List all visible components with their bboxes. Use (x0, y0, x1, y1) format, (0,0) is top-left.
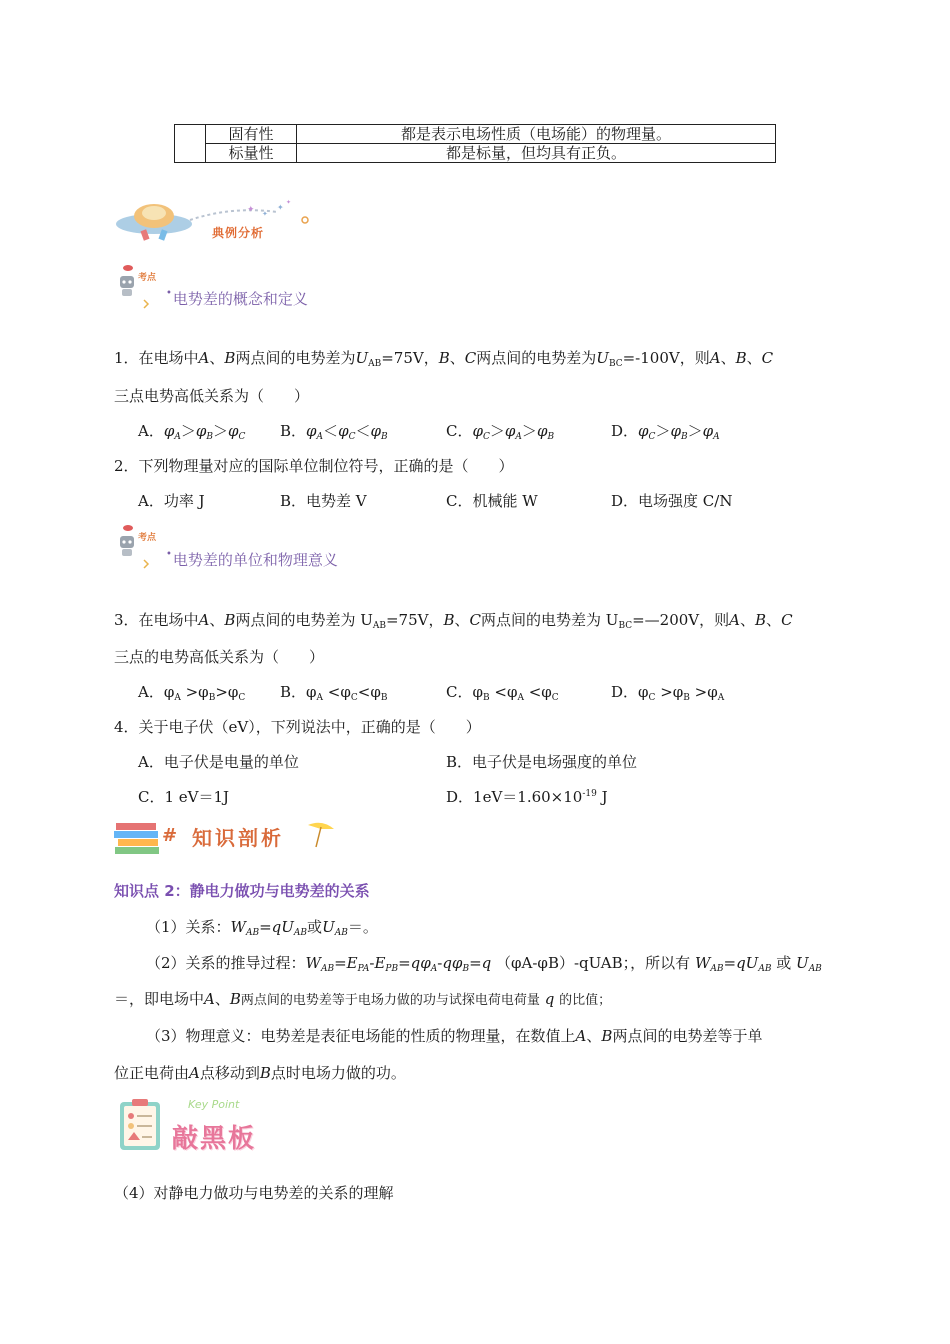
q2-option-b[interactable]: B．电势差 V (280, 492, 367, 510)
svg-text:考点: 考点 (138, 533, 157, 543)
row-text: 都是表示电场性质（电场能）的物理量。 (297, 125, 776, 144)
table-row (175, 125, 776, 144)
topic-title: •电势差的概念和定义 (166, 288, 308, 308)
question-3-line-1: 3．在电场中A、B两点间的电势差为 $U_{AB}=75V$，B、C两点间的电势差为 $U_{BC}=—200V$，则A、B、C (114, 611, 793, 631)
question-2: 2．下列物理量对应的国际单位制位符号，正确的是（ ） (114, 457, 514, 475)
paragraph-4: （4）对静电力做功与电势差的关系的理解 (114, 1184, 394, 1202)
row-label: 固有性 (206, 125, 297, 144)
table-blank-cell (175, 125, 206, 163)
q1-option-d[interactable]: D．$\varphi_C>\varphi_B>\varphi_A$ (611, 422, 720, 442)
svg-text:✦: ✦ (247, 205, 255, 215)
svg-text:✦: ✦ (262, 210, 268, 218)
q4-option-b[interactable]: B．电子伏是电场强度的单位 (446, 753, 638, 771)
banner-title: 典例分析 (212, 226, 265, 240)
banner-title: 敲黑板 (172, 1124, 257, 1154)
question-1-line-2: 三点电势高低关系为（ ） (114, 387, 310, 405)
q3-option-d[interactable]: D．$\varphi_C >\varphi_B >\varphi_A$ (611, 683, 725, 703)
banner-subtitle: Key Point (188, 1098, 240, 1111)
paragraph-3: （3）物理意义：电势差是表征电场能的性质的物理量，在数值上A、B两点间的电势差等于单 (146, 1027, 763, 1045)
question-3-line-2: 三点的电势高低关系为（ ） (114, 648, 325, 666)
q2-option-c[interactable]: C．机械能 W (446, 492, 538, 510)
q3-option-a[interactable]: A．$\varphi_A >\varphi_B>\varphi_C$ (138, 683, 246, 703)
banner-title: 知识剖析 (192, 826, 284, 850)
robot-kaodian-icon (114, 260, 157, 314)
robot-kaodian-icon (114, 520, 157, 574)
svg-text:考点: 考点 (138, 273, 157, 283)
q4-option-d[interactable]: D．$1eV=1.60\times 10^{-19}$ J (446, 788, 608, 806)
q2-option-d[interactable]: D．电场强度 C/N (611, 492, 733, 510)
q3-option-b[interactable]: B．$\varphi_A <\varphi_C<\varphi_B$ (280, 683, 388, 703)
paragraph-2: （2）关系的推导过程：$W_{AB}=E_{PA}-E_{PB}=q\varphi_A-q\varphi_B=q$ （φA-φB）-qUAB；，所以有 $W_{AB}=qU_{AB}$ 或 $U_{AB}$ (146, 954, 822, 974)
q1-option-c[interactable]: C．$\varphi_C>\varphi_A>\varphi_B$ (446, 422, 555, 442)
knowledge-point-title: 知识点 2：静电力做功与电势差的关系 (114, 882, 370, 900)
row-text: 都是标量，但均具有正负。 (297, 144, 776, 163)
question-1-line-1: 1．在电场中A、B两点间的电势差为$U_{AB}=75V$，B、C两点间的电势差为$U_{BC}=-100V$，则A、B、C (114, 349, 774, 369)
row-label: 标量性 (206, 144, 297, 163)
q4-option-c[interactable]: C．1 eV＝1J (138, 788, 230, 806)
svg-text:✦: ✦ (277, 203, 284, 212)
paragraph-3-cont: 位正电荷由A点移动到B点时电场力做的功。 (114, 1064, 406, 1082)
paragraph-2-cont: ＝，即电场中A、B两点间的电势差等于电场力做的功与试探电荷电荷量 q 的比值； (114, 990, 612, 1008)
q2-option-a[interactable]: A．功率 J (138, 492, 205, 510)
clipboard-icon (114, 1096, 172, 1154)
q4-option-a[interactable]: A．电子伏是电量的单位 (138, 753, 299, 771)
q3-option-c[interactable]: C．$\varphi_B <\varphi_A <\varphi_C$ (446, 683, 559, 703)
paragraph-1: （1）关系：$W_{AB}=qU_{AB}$或$U_{AB}=$。 (146, 918, 378, 938)
q1-option-b[interactable]: B．$\varphi_A<\varphi_C<\varphi_B$ (280, 422, 388, 442)
q1-option-a[interactable]: A．$\varphi_A>\varphi_B>\varphi_C$ (138, 422, 246, 442)
topic-title: •电势差的单位和物理意义 (166, 549, 338, 569)
table-row (175, 144, 776, 163)
svg-text:#: # (162, 825, 178, 846)
property-table (174, 124, 776, 163)
svg-text:✦: ✦ (286, 199, 292, 206)
question-4: 4．关于电子伏（eV），下列说法中，正确的是（ ） (114, 718, 481, 736)
